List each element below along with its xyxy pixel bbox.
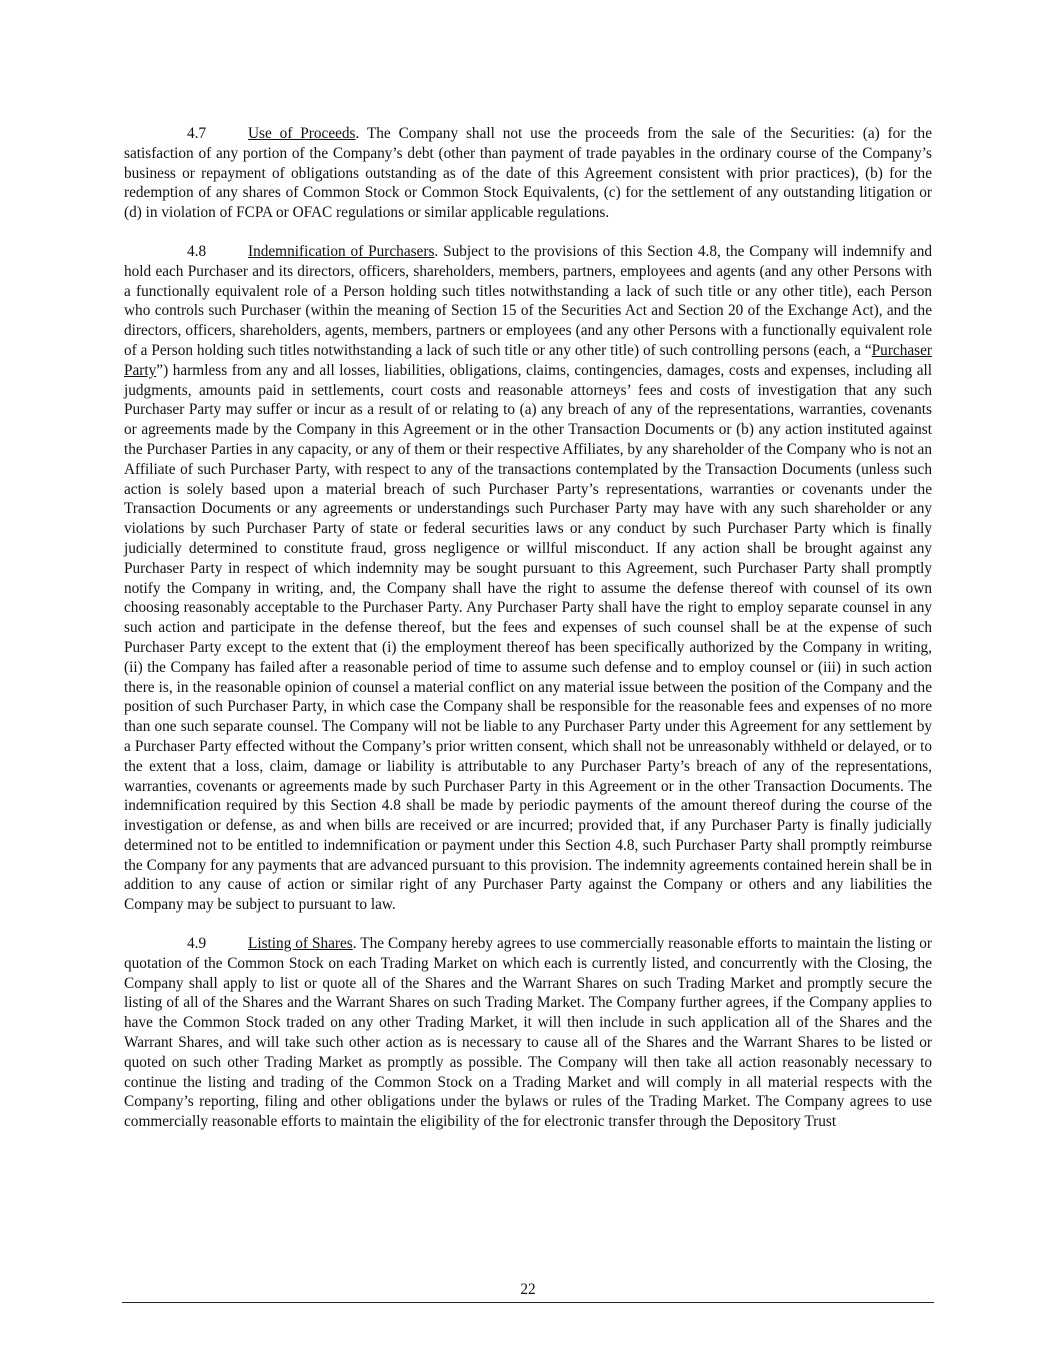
section-heading: Use of Proceeds	[248, 125, 356, 142]
section-4-7	[124, 124, 932, 223]
footer-divider	[122, 1302, 934, 1303]
section-number: 4.8	[187, 242, 207, 260]
section-4-9	[124, 934, 932, 1132]
section-text-continued: ”) harmless from any and all losses, liabilities, obligations, claims, contingencies, damages, costs and expenses, including all judgments, amounts paid in settlements, court costs and reasonable attorneys’ fees and costs of investigation that any such Purchaser Party may suffer or incur as a result of or relating to (a) any breach of any of the representations, warranties, covenants or agreements made by the Company in this Agreement or in the other Transaction Documents or (b) any action instituted against the Purchaser Parties in any capacity, or any of them or their respective Affiliates, by any shareholder of the Company who is not an Affiliate of such Purchaser Party, with respect to any of the transactions contemplated by the Transaction Documents (unless such action is solely based upon a material breach of such Purchaser Party’s representations, warranties or covenants under the Transaction Documents or any agreements or understandings such Purchaser Party may have with any such shareholder or any violations by such Purchaser Party of state or federal securities laws or any conduct by such Purchaser Party which is finally judicially determined to constitute fraud, gross negligence or willful misconduct. If any action shall be brought against any Purchaser Party in respect of which indemnity may be sought pursuant to this Agreement, such Purchaser Party shall promptly notify the Company in writing, and, the Company shall have the right to assume the defense thereof with counsel of its own choosing reasonably acceptable to the Purchaser Party. Any Purchaser Party shall have the right to employ separate counsel in any such action and participate in the defense thereof, but the fees and expenses of such counsel shall be at the expense of such Purchaser Party except to the extent that (i) the employment thereof has been specifically authorized by the Company in writing, (ii) the Company has failed after a reasonable period of time to assume such defense and to employ counsel or (iii) in such action there is, in the reasonable opinion of counsel a material conflict on any material issue between the position of the Company and the position of such Purchaser Party, in which case the Company shall be responsible for the reasonable fees and expenses of no more than one such separate counsel. The Company will not be liable to any Purchaser Party under this Agreement for any settlement by a Purchaser Party effected without the Company’s prior written consent, which shall not be unreasonably withheld or delayed, or to the extent that a loss, claim, damage or liability is attributable to any Purchaser Party’s breach of any of the representations, warranties, covenants or agreements made by such Purchaser Party in this Agreement or in the other Transaction Documents. The indemnification required by this Section 4.8 shall be made by periodic payments of the amount thereof during the course of the investigation or defense, as and when bills are received or are incurred; provided that, if any Purchaser Party is finally judicially determined not to be entitled to indemnification or payment under this Section 4.8, such Purchaser Party shall promptly reimburse the Company for any payments that are advanced pursuant to this provision. The indemnity agreements contained herein shall be in addition to any cause of action or similar right of any Purchaser Party against the Company or others and any liabilities the Company may be subject to pursuant to law.	[124, 361, 932, 914]
document-body	[124, 124, 932, 1151]
section-number: 4.9	[187, 935, 207, 953]
section-heading: Indemnification of Purchasers	[248, 242, 435, 260]
section-4-8	[124, 242, 932, 915]
section-heading: Listing of Shares	[248, 935, 353, 953]
section-text: . The Company hereby agrees to use commercially reasonable efforts to maintain the listing or quotation of the Common Stock on each Trading Market on which each is currently listed, and concurrently with the Closing, the Company shall apply to list or quote all of the Shares and the Warrant Shares on such Trading Market and promptly secure the listing of all of the Shares and the Warrant Shares on such Trading Market. The Company further agrees, if the Company applies to have the Common Stock traded on any other Trading Market, it will then include in such application all of the Shares and the Warrant Shares, and will take such other action as is necessary to cause all of the Shares and the Warrant Shares to be listed or quoted on such other Trading Market as promptly as possible. The Company will then take all action reasonably necessary to continue the listing and trading of the Common Stock on a Trading Market and will comply in all material respects with the Company’s reporting, filing and other obligations under the bylaws or rules of the Trading Market. The Company agrees to use commercially reasonable efforts to maintain the eligibility of the for electronic transfer through the Depository Trust	[124, 935, 932, 1131]
section-text: . Subject to the provisions of this Section 4.8, the Company will indemnify and hold each Purchaser and its directors, officers, shareholders, members, partners, employees and agents (and any other Persons with a functionally equivalent role of a Person holding such titles notwithstanding a lack of such title or any other title), each Person who controls such Purchaser (within the meaning of Section 15 of the Securities Act and Section 20 of the Exchange Act), and the directors, officers, shareholders, agents, members, partners or employees (and any other Persons with a functionally equivalent role of a Person holding such titles notwithstanding a lack of such title or any other title) of such controlling persons (each, a “	[124, 242, 933, 359]
section-text: . The Company shall not use the proceeds from the sale of the Securities: (a) for the satisfaction of any portion of the Company’s debt (other than payment of trade payables in the ordinary course of the Company’s business or repayment of obligations outstanding as of the date of this Agreement consistent with prior practices), (b) for the redemption of any shares of Common Stock or Common Stock Equivalents, (c) for the settlement of any outstanding litigation or (d) in violation of FCPA or OFAC regulations or similar applicable regulations.	[124, 125, 932, 222]
section-number: 4.7	[187, 125, 207, 142]
defined-term: Purchaser Party	[124, 341, 932, 379]
page-number: 22	[520, 1281, 536, 1298]
